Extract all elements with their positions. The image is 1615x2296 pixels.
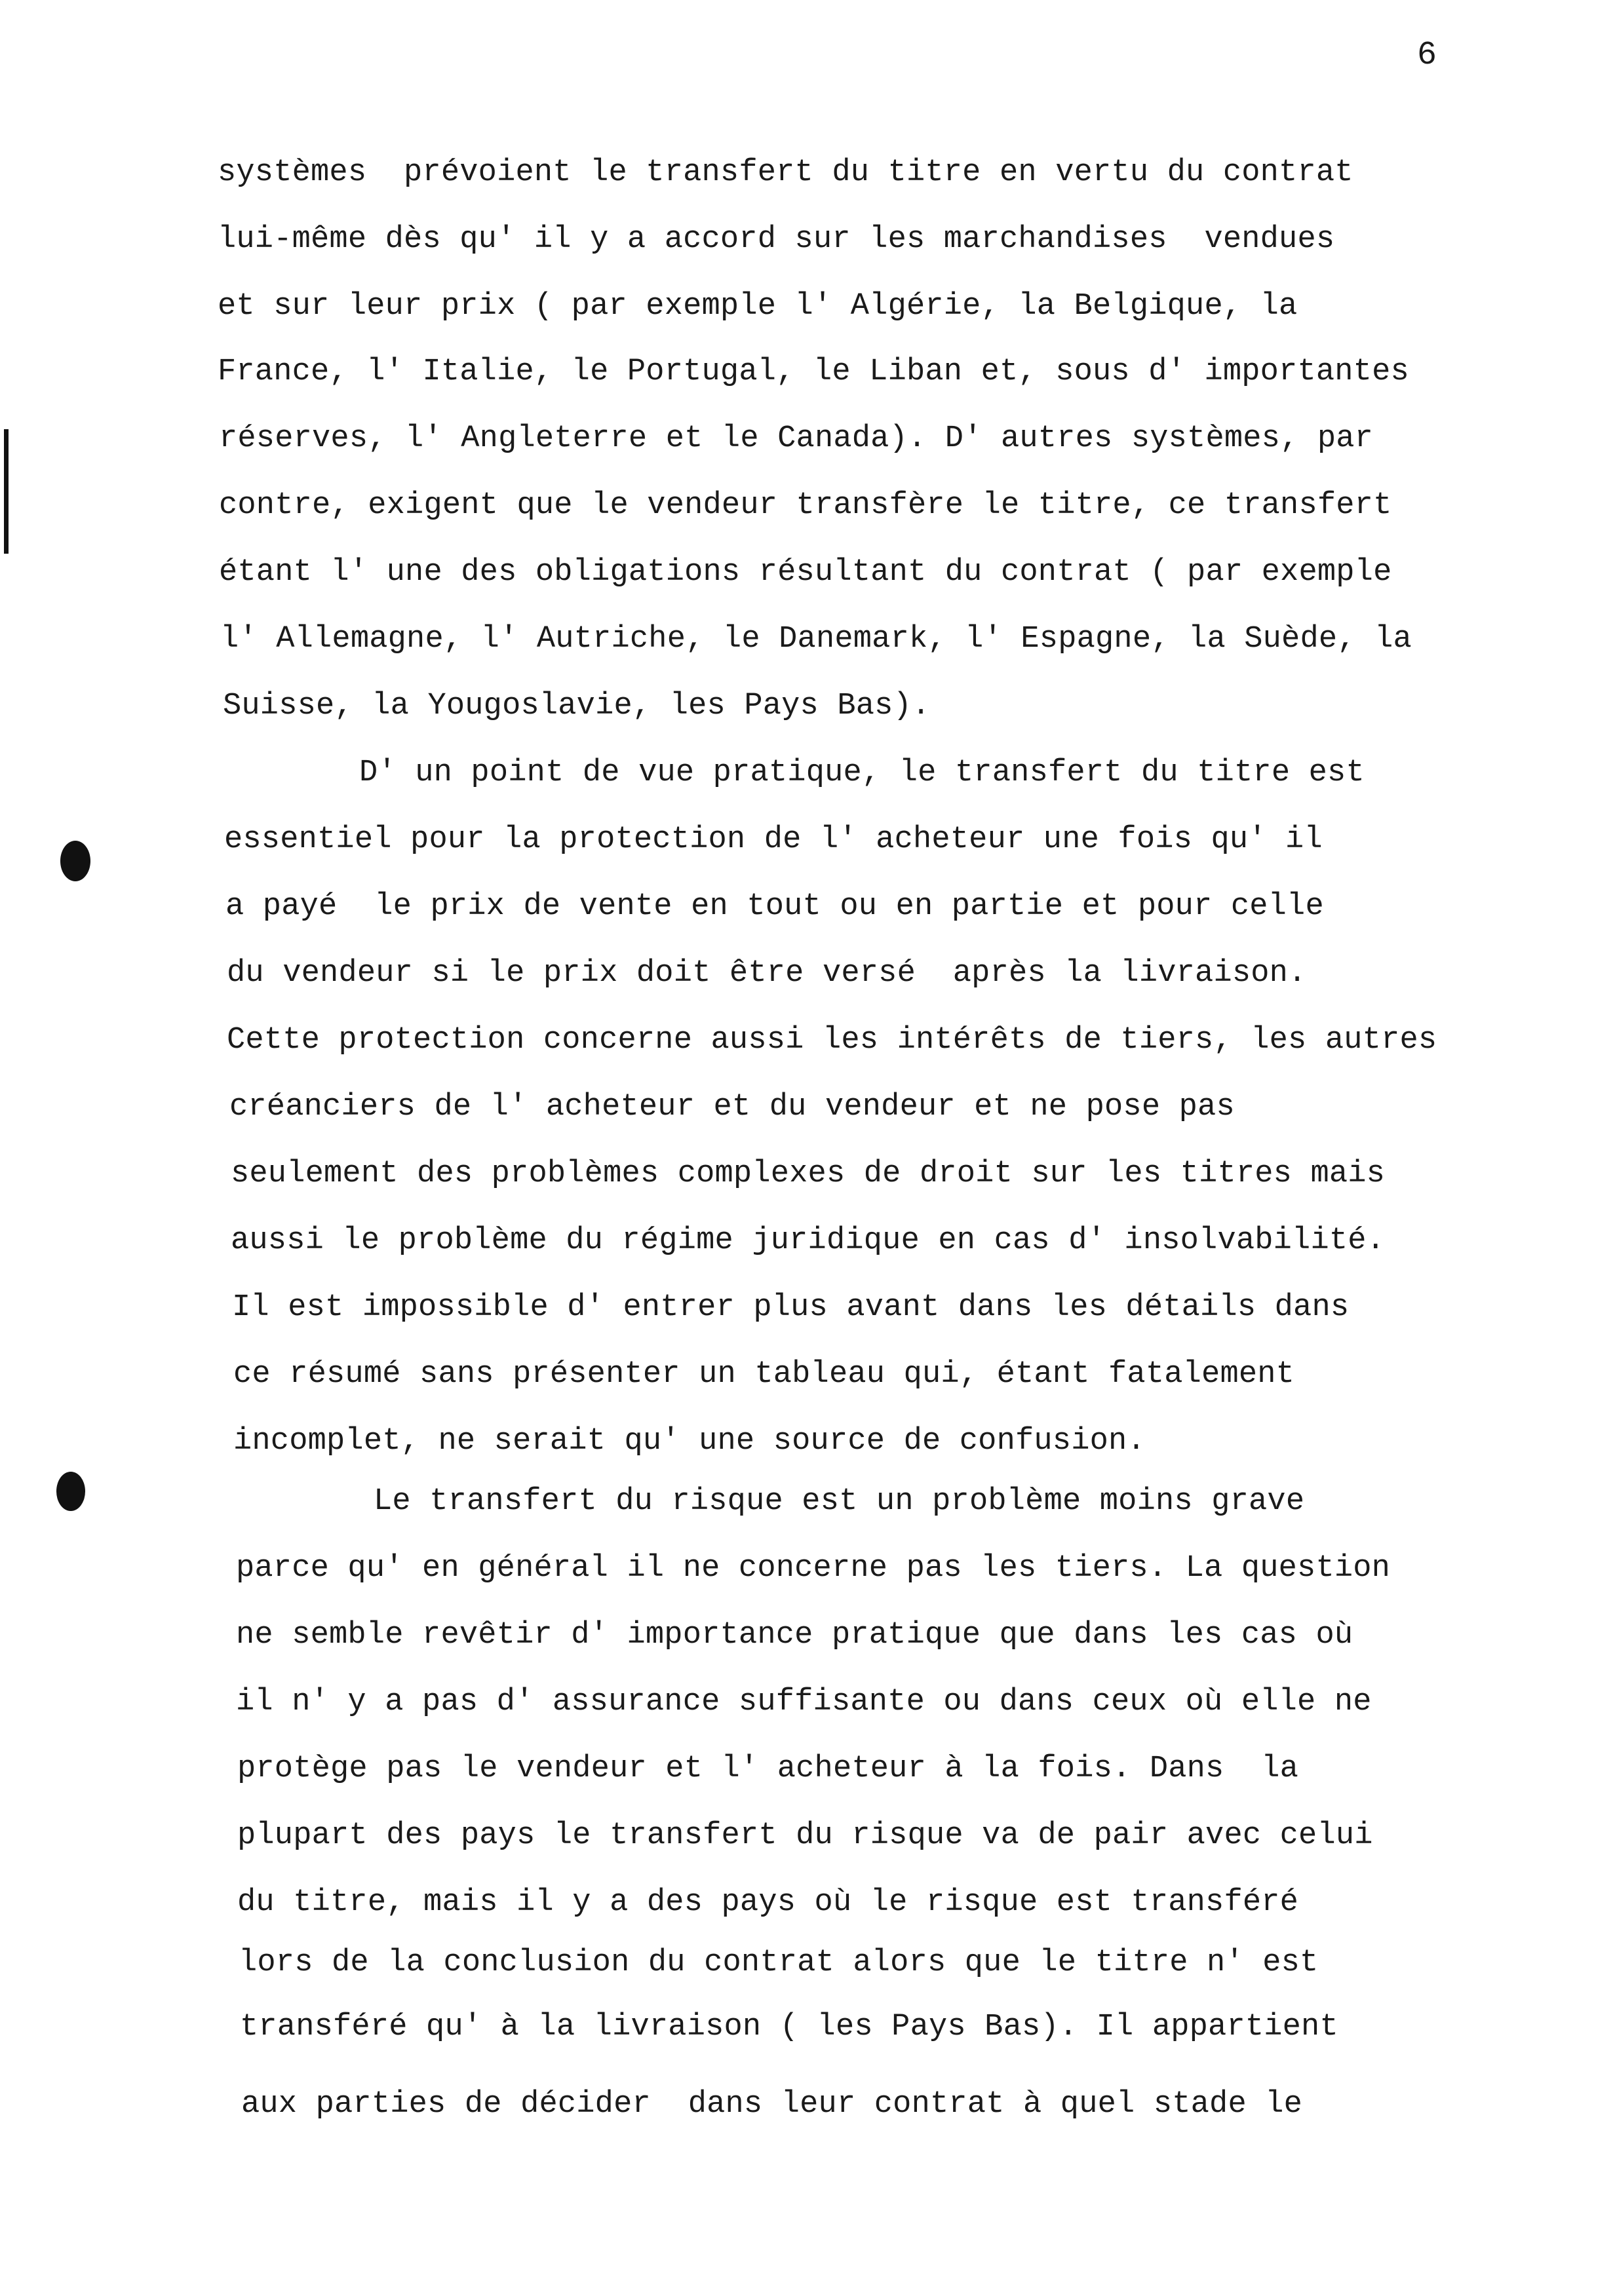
text-line: Il est impossible d' entrer plus avant dans les détails dans: [232, 1290, 1350, 1325]
text-line: lors de la conclusion du contrat alors que le titre n' est: [239, 1945, 1319, 1980]
text-line: protège pas le vendeur et l' acheteur à la fois. Dans la: [237, 1751, 1299, 1786]
text-line: réserves, l' Angleterre et le Canada). D' autres systèmes, par: [219, 421, 1374, 456]
text-line: aussi le problème du régime juridique en cas d' insolvabilité.: [231, 1223, 1386, 1258]
text-line: et sur leur prix ( par exemple l' Algérie, la Belgique, la: [218, 289, 1298, 324]
text-line: parce qu' en général il ne concerne pas les tiers. La question: [236, 1551, 1391, 1586]
text-line: seulement des problèmes complexes de droit sur les titres mais: [231, 1157, 1386, 1191]
text-line: lui-même dès qu' il y a accord sur les marchandises vendues: [218, 222, 1335, 257]
text-line: Cette protection concerne aussi les intérêts de tiers, les autres: [227, 1023, 1437, 1058]
text-line: aux parties de décider dans leur contrat à quel stade le: [241, 2087, 1303, 2122]
text-line: ce résumé sans présenter un tableau qui, étant fatalement: [233, 1357, 1295, 1392]
text-line: France, l' Italie, le Portugal, le Liban et, sous d' importantes: [218, 354, 1409, 389]
text-line: l' Allemagne, l' Autriche, le Danemark, l' Espagne, la Suède, la: [220, 622, 1412, 657]
text-line: Suisse, la Yougoslavie, les Pays Bas).: [223, 689, 931, 723]
text-line: Le transfert du risque est un problème moins grave: [374, 1484, 1305, 1519]
text-line: du vendeur si le prix doit être versé après la livraison.: [227, 956, 1307, 991]
text-line: incomplet, ne serait qu' une source de confusion.: [233, 1424, 1146, 1459]
text-line: étant l' une des obligations résultant du contrat ( par exemple: [219, 555, 1392, 590]
text-line: du titre, mais il y a des pays où le risque est transféré: [237, 1885, 1299, 1920]
text-line: transféré qu' à la livraison ( les Pays Bas). Il appartient: [240, 2010, 1338, 2044]
text-line: systèmes prévoient le transfert du titre en vertu du contrat: [218, 155, 1353, 190]
page-number: 6: [1417, 37, 1437, 74]
text-line: a payé le prix de vente en tout ou en partie et pour celle: [225, 889, 1324, 924]
text-line: créanciers de l' acheteur et du vendeur et ne pose pas: [229, 1090, 1235, 1124]
text-line: contre, exigent que le vendeur transfère le titre, ce transfert: [219, 488, 1392, 523]
text-line: il n' y a pas d' assurance suffisante ou dans ceux où elle ne: [236, 1685, 1372, 1719]
text-line: essentiel pour la protection de l' acheteur une fois qu' il: [224, 822, 1323, 857]
text-line: ne semble revêtir d' importance pratique que dans les cas où: [236, 1618, 1353, 1653]
text-line: plupart des pays le transfert du risque va de pair avec celui: [237, 1818, 1373, 1853]
text-line: D' un point de vue pratique, le transfert du titre est: [359, 756, 1365, 790]
